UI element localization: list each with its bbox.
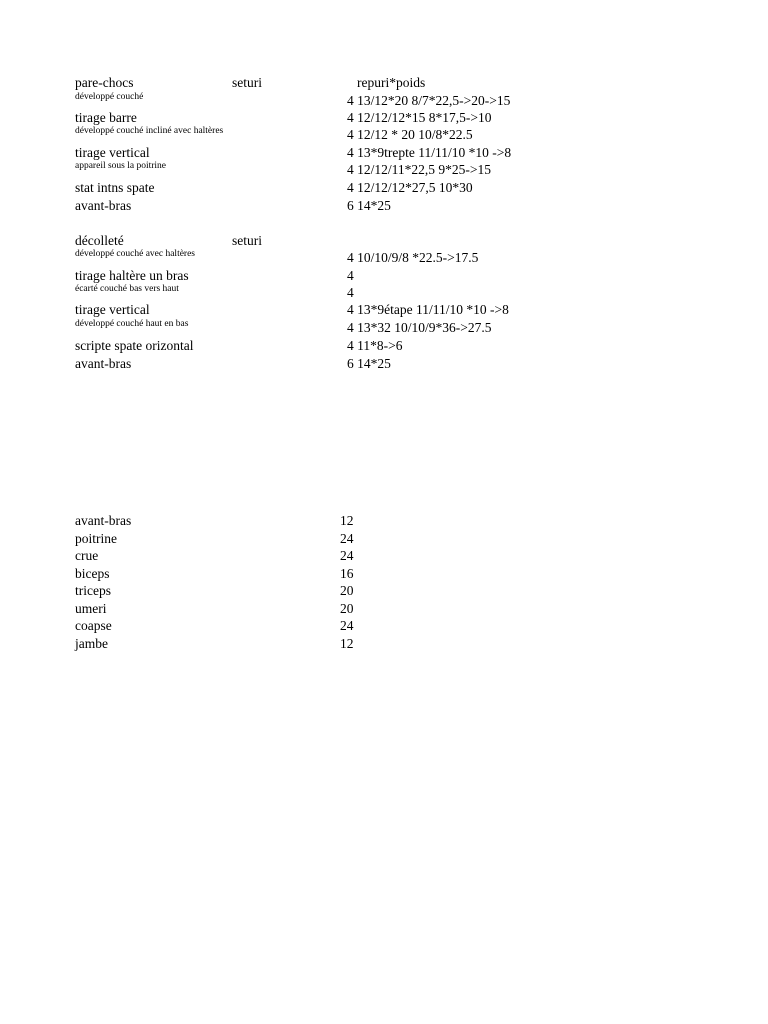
section-title: décolleté xyxy=(75,233,124,248)
sets-column-label: seturi xyxy=(232,75,262,90)
exercise-row xyxy=(75,92,695,110)
exercise-row xyxy=(75,284,695,302)
exercise-row xyxy=(75,355,695,373)
exercise-value: 4 13*32 10/10/9*36->27.5 xyxy=(347,320,492,335)
summary-label: crue xyxy=(75,548,99,563)
exercise-name: scripte spate orizontal xyxy=(75,338,194,353)
exercise-name: avant-bras xyxy=(75,356,132,371)
summary-label: poitrine xyxy=(75,531,117,546)
summary-row xyxy=(75,547,695,565)
exercise-name: développé couché avec haltères xyxy=(75,249,196,259)
summary-value: 24 xyxy=(340,618,354,633)
exercise-value: 4 12/12/12*15 8*17,5->10 xyxy=(347,110,492,125)
exercise-value: 4 10/10/9/8 *22.5->17.5 xyxy=(347,250,479,265)
exercise-value: 4 12/12/12*27,5 10*30 xyxy=(347,180,473,195)
exercise-value: 4 13/12*20 8/7*22,5->20->15 xyxy=(347,93,511,108)
exercise-value: 4 12/12 * 20 10/8*22.5 xyxy=(347,127,473,142)
exercise-name: développé couché xyxy=(75,92,144,102)
exercise-value: 4 xyxy=(347,268,354,283)
exercise-name: écarté couché bas vers haut xyxy=(75,284,179,294)
summary-row xyxy=(75,635,695,653)
exercise-row xyxy=(75,161,695,179)
exercise-name: tirage haltère un bras xyxy=(75,268,189,283)
summary-row xyxy=(75,565,695,583)
summary-label: avant-bras xyxy=(75,513,132,528)
section-title: pare-chocs xyxy=(75,75,134,90)
sets-column-label: seturi xyxy=(232,233,262,248)
summary-row xyxy=(75,530,695,548)
exercise-row xyxy=(75,179,695,197)
exercise-value: 4 xyxy=(347,285,354,300)
exercise-name: développé couché incliné avec haltères xyxy=(75,126,224,136)
summary-value: 24 xyxy=(340,531,354,546)
exercise-name: tirage vertical xyxy=(75,302,150,317)
exercise-value: 6 14*25 xyxy=(347,198,391,213)
exercise-name: avant-bras xyxy=(75,198,132,213)
summary-label: umeri xyxy=(75,601,107,616)
summary-label: triceps xyxy=(75,583,111,598)
exercise-row xyxy=(75,144,695,162)
summary-label: coapse xyxy=(75,618,112,633)
section-header xyxy=(75,74,695,92)
exercise-name: appareil sous la poitrine xyxy=(75,161,167,171)
exercise-value: 6 14*25 xyxy=(347,356,391,371)
exercise-row xyxy=(75,337,695,355)
exercise-name: tirage vertical xyxy=(75,145,150,160)
summary-label: biceps xyxy=(75,566,110,581)
summary-label: jambe xyxy=(75,636,108,651)
exercise-value: 4 12/12/11*22,5 9*25->15 xyxy=(347,162,491,177)
reps-column-label: repuri*poids xyxy=(357,75,426,90)
exercise-value: 4 13*9étape 11/11/10 *10 ->8 xyxy=(347,302,509,317)
exercise-name: tirage barre xyxy=(75,110,137,125)
summary-value: 12 xyxy=(340,513,354,528)
summary-value: 16 xyxy=(340,566,354,581)
exercise-value: 4 11*8->6 xyxy=(347,338,403,353)
summary-row xyxy=(75,582,695,600)
summary-row xyxy=(75,600,695,618)
exercise-name: développé couché haut en bas xyxy=(75,319,189,329)
exercise-row xyxy=(75,126,695,144)
exercise-row xyxy=(75,197,695,215)
summary-row xyxy=(75,617,695,635)
exercise-name: stat intns spate xyxy=(75,180,155,195)
summary-value: 12 xyxy=(340,636,354,651)
summary-value: 20 xyxy=(340,583,354,598)
summary-value: 20 xyxy=(340,601,354,616)
exercise-row xyxy=(75,249,695,267)
summary-value: 24 xyxy=(340,548,354,563)
exercise-value: 4 13*9trepte 11/11/10 *10 ->8 xyxy=(347,145,512,160)
summary-row xyxy=(75,512,695,530)
exercise-row xyxy=(75,319,695,337)
